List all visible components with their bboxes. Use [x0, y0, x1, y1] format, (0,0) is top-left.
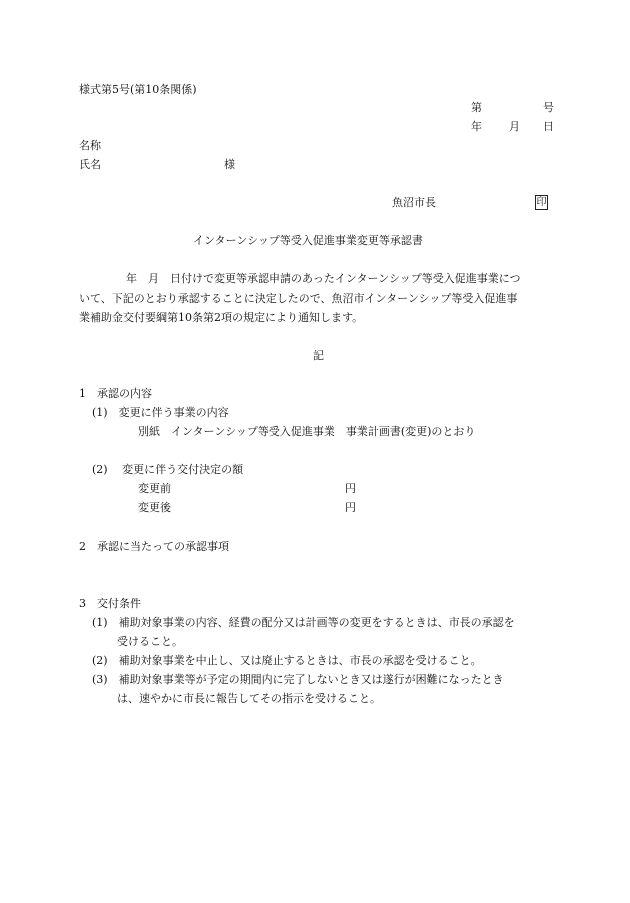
amount-before-unit: 円 [345, 482, 356, 495]
seal-mark: 印 [536, 197, 547, 208]
document-title: インターンシップ等受入促進事業変更等承認書 [193, 234, 423, 247]
recipient-honorific: 様 [224, 158, 235, 171]
number-suffix: 号 [543, 101, 554, 114]
condition-1-line-2: 受けること。 [117, 635, 183, 648]
section-1-item-1-detail: 別紙 インターンシップ等受入促進事業 事業計画書(変更)のとおり [138, 425, 476, 438]
ki-heading: 記 [313, 349, 324, 362]
condition-2-line-1: (2) 補助対象事業を中止し、又は廃止するときは、市長の承認を受けること。 [92, 654, 482, 667]
date-year-label: 年 [471, 120, 482, 133]
section-2-heading: 2 承認に当たっての承認事項 [79, 540, 229, 553]
body-line-1: 年 月 日付けで変更等承認申請のあったインターンシップ等受入促進事業につ [126, 272, 521, 285]
amount-after-label: 変更後 [138, 501, 171, 514]
body-line-2: いて、下記のとおり承認することに決定したので、魚沼市インターンシップ等受入促進事 [79, 292, 518, 305]
sender-title: 魚沼市長 [392, 196, 436, 209]
body-line-3: 業補助金交付要綱第10条第2項の規定により通知します。 [79, 311, 364, 324]
condition-3-line-2: は、速やかに市長に報告してその指示を受けること。 [117, 692, 381, 705]
section-1-item-2-label: (2) 変更に伴う交付決定の額 [92, 463, 244, 476]
form-label: 様式第5号(第10条関係) [79, 83, 197, 96]
amount-before-label: 変更前 [138, 482, 171, 495]
section-1-heading: 1 承認の内容 [79, 387, 152, 400]
date-day-label: 日 [543, 120, 554, 133]
number-prefix: 第 [471, 101, 482, 114]
section-3-heading: 3 交付条件 [79, 597, 141, 610]
section-1-item-1-label: (1) 変更に伴う事業の内容 [92, 406, 229, 419]
date-month-label: 月 [509, 120, 520, 133]
condition-3-line-1: (3) 補助対象事業等が予定の期間内に完了しないとき又は遂行が困難になったとき [92, 673, 504, 686]
amount-after-unit: 円 [345, 501, 356, 514]
condition-1-line-1: (1) 補助対象事業の内容、経費の配分又は計画等の変更をするときは、市長の承認を [92, 616, 515, 629]
recipient-name-label: 名称 [79, 139, 101, 152]
recipient-person-label: 氏名 [79, 158, 101, 171]
